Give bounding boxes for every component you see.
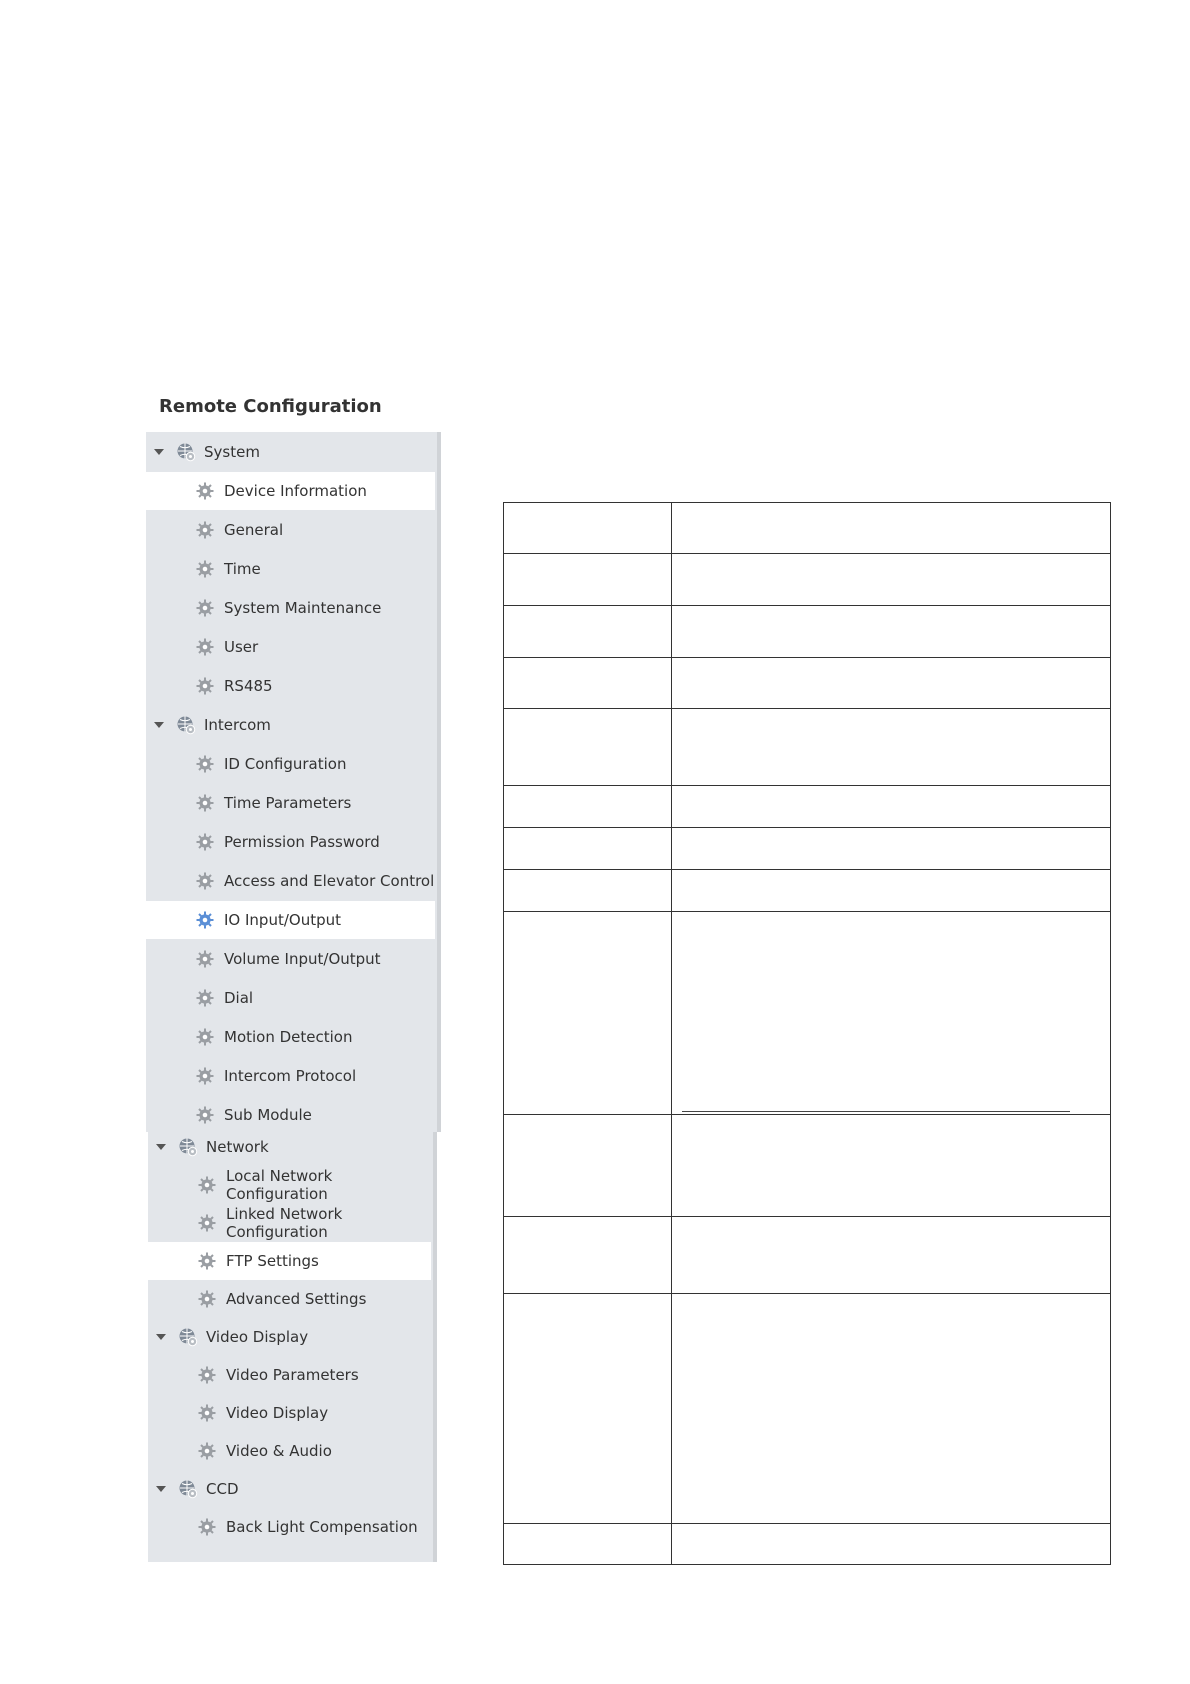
tree-label: Video Parameters xyxy=(226,1366,359,1384)
tree-item-linked-network-configuration[interactable] xyxy=(148,1204,431,1242)
tree-label: Intercom Protocol xyxy=(224,1067,357,1085)
tree-label: Linked Network Configuration xyxy=(226,1205,343,1241)
gear-icon xyxy=(198,1366,216,1384)
table-row-line xyxy=(503,827,1111,828)
tree-item-io-input-output[interactable] xyxy=(146,901,435,939)
table-row-line xyxy=(503,1293,1111,1294)
table-row-line xyxy=(503,657,1111,658)
tree-label: Sub Module xyxy=(224,1106,312,1124)
tree-item-ftp-settings[interactable] xyxy=(148,1242,431,1280)
tree-label: User xyxy=(224,638,259,656)
tree-item-local-network-configuration[interactable] xyxy=(148,1166,431,1204)
table-cell-underline xyxy=(682,1111,1070,1112)
gear-icon xyxy=(196,833,214,851)
tree-item-general[interactable] xyxy=(146,511,435,549)
tree-item-rs485[interactable] xyxy=(146,667,435,705)
tree-item-time-parameters[interactable] xyxy=(146,784,435,822)
tree-label: Network xyxy=(206,1138,269,1156)
gear-icon xyxy=(198,1442,216,1460)
table-row-line xyxy=(503,708,1111,709)
tree-label: Time Parameters xyxy=(224,794,352,812)
chevron-down-icon[interactable] xyxy=(154,722,164,728)
gear-icon xyxy=(198,1290,216,1308)
tree-item-motion-detection[interactable] xyxy=(146,1018,435,1056)
chevron-down-icon[interactable] xyxy=(156,1334,166,1340)
table-row-line xyxy=(503,1216,1111,1217)
tree-label: System Maintenance xyxy=(224,599,382,617)
chevron-down-icon[interactable] xyxy=(156,1486,166,1492)
tree-item-system-maintenance[interactable] xyxy=(146,589,435,627)
tree-item-intercom-protocol[interactable] xyxy=(146,1057,435,1095)
gear-icon xyxy=(196,1067,214,1085)
globe-gear-icon xyxy=(178,1137,198,1157)
page-title: Remote Configuration xyxy=(159,396,382,417)
tree-label: Volume Input/Output xyxy=(224,950,381,968)
table-row-line xyxy=(503,1114,1111,1115)
gear-icon xyxy=(198,1404,216,1422)
tree-label: Permission Password xyxy=(224,833,380,851)
gear-icon xyxy=(198,1252,216,1270)
tree-item-id-configuration[interactable] xyxy=(146,745,435,783)
tree-category-system[interactable] xyxy=(146,433,435,471)
gear-icon xyxy=(196,638,214,656)
tree-item-time[interactable] xyxy=(146,550,435,588)
tree-label: Intercom xyxy=(204,716,271,734)
tree-item-video-parameters[interactable] xyxy=(148,1356,431,1394)
gear-icon xyxy=(196,560,214,578)
tree-label: Time xyxy=(224,560,261,578)
table-row-line xyxy=(503,911,1111,912)
gear-icon xyxy=(196,1028,214,1046)
globe-gear-icon xyxy=(176,442,196,462)
tree-label: IO Input/Output xyxy=(224,911,341,929)
gear-icon xyxy=(196,521,214,539)
tree-label: Local Network Configuration xyxy=(226,1167,333,1203)
gear-icon xyxy=(196,794,214,812)
tree-item-user[interactable] xyxy=(146,628,435,666)
tree-label: Device Information xyxy=(224,482,367,500)
gear-icon xyxy=(196,911,214,929)
tree-label: General xyxy=(224,521,284,539)
table-column-divider xyxy=(671,502,672,1565)
globe-gear-icon xyxy=(178,1327,198,1347)
tree-label: Video & Audio xyxy=(226,1442,332,1460)
tree-item-video-display[interactable] xyxy=(148,1394,431,1432)
table-row-line xyxy=(503,553,1111,554)
blank-table xyxy=(503,502,1111,1565)
tree-item-volume-input-output[interactable] xyxy=(146,940,435,978)
chevron-down-icon[interactable] xyxy=(154,449,164,455)
tree-item-permission-password[interactable] xyxy=(146,823,435,861)
globe-gear-icon xyxy=(178,1479,198,1499)
gear-icon xyxy=(196,872,214,890)
gear-icon xyxy=(198,1518,216,1536)
table-row-line xyxy=(503,785,1111,786)
gear-icon xyxy=(196,755,214,773)
tree-item-back-light-compensation[interactable] xyxy=(148,1508,431,1546)
gear-icon xyxy=(196,950,214,968)
globe-gear-icon xyxy=(176,715,196,735)
gear-icon xyxy=(196,599,214,617)
table-row-line xyxy=(503,1523,1111,1524)
chevron-down-icon[interactable] xyxy=(156,1144,166,1150)
gear-icon xyxy=(196,677,214,695)
tree-label: Video Display xyxy=(226,1404,329,1422)
tree-label: Advanced Settings xyxy=(226,1290,367,1308)
tree-category-video-display[interactable] xyxy=(148,1318,431,1356)
tree-category-network[interactable] xyxy=(148,1128,431,1166)
tree-item-device-information[interactable] xyxy=(146,472,435,510)
tree-category-intercom[interactable] xyxy=(146,706,435,744)
table-row-line xyxy=(503,869,1111,870)
tree-label: Motion Detection xyxy=(224,1028,353,1046)
tree-item-video-and-audio[interactable] xyxy=(148,1432,431,1470)
tree-label: FTP Settings xyxy=(226,1252,319,1270)
tree-item-access-and-elevator-control[interactable] xyxy=(146,862,435,900)
gear-icon xyxy=(196,1106,214,1124)
tree-label: ID Configuration xyxy=(224,755,347,773)
tree-item-advanced-settings[interactable] xyxy=(148,1280,431,1318)
tree-label: Back Light Compensation xyxy=(226,1518,418,1536)
tree-label: Video Display xyxy=(206,1328,309,1346)
table-row-line xyxy=(503,605,1111,606)
gear-icon xyxy=(198,1214,216,1232)
tree-item-dial[interactable] xyxy=(146,979,435,1017)
gear-icon xyxy=(196,989,214,1007)
tree-label: CCD xyxy=(206,1480,239,1498)
gear-icon xyxy=(196,482,214,500)
gear-icon xyxy=(198,1176,216,1194)
tree-label: Access and Elevator Control xyxy=(224,872,435,890)
tree-label: System xyxy=(204,443,260,461)
tree-category-ccd[interactable] xyxy=(148,1470,431,1508)
tree-label: Dial xyxy=(224,989,254,1007)
tree-label: RS485 xyxy=(224,677,273,695)
